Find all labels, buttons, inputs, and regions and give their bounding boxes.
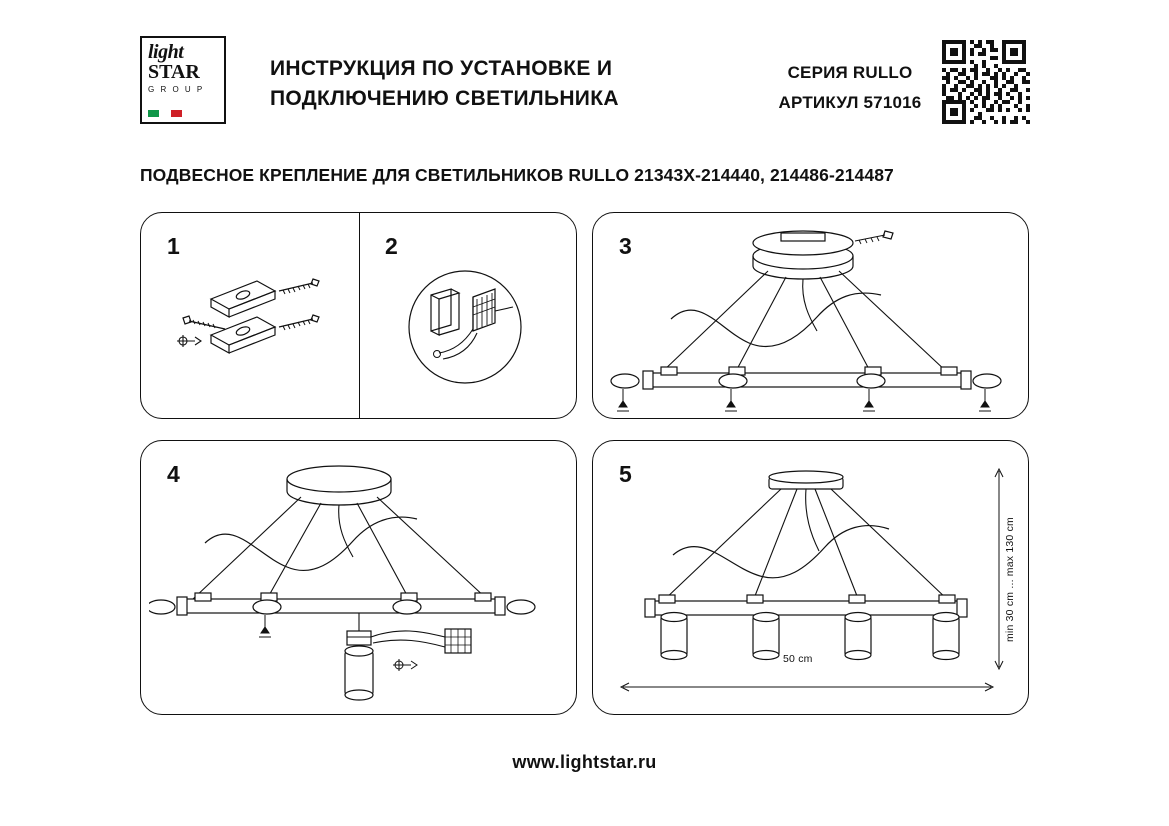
qr-code-icon bbox=[938, 36, 1030, 128]
figure-step-3 bbox=[603, 221, 1023, 416]
step-number-2: 2 bbox=[385, 233, 398, 259]
series-label: СЕРИЯ RULLO bbox=[787, 63, 913, 82]
logo-text-star: STAR bbox=[148, 61, 200, 83]
italy-flag-icon bbox=[148, 110, 182, 117]
series-info bbox=[735, 58, 965, 118]
logo-text-light: light bbox=[148, 41, 184, 63]
step-panel-4 bbox=[140, 440, 577, 715]
page-subtitle: ПОДВЕСНОЕ КРЕПЛЕНИЕ ДЛЯ СВЕТИЛЬНИКОВ RULLO 21343X-214440, 214486-214487 bbox=[140, 165, 894, 185]
figure-step-4 bbox=[149, 451, 573, 709]
step-number-5: 5 bbox=[619, 461, 632, 487]
dimension-height-label: min 30 cm ... max 130 cm bbox=[1004, 517, 1016, 643]
figure-step-1 bbox=[171, 263, 361, 403]
page-header bbox=[140, 36, 1030, 128]
article-label: АРТИКУЛ 571016 bbox=[778, 93, 922, 112]
brand-logo bbox=[140, 36, 226, 124]
step-number-1: 1 bbox=[167, 233, 180, 259]
step-panel-5 bbox=[592, 440, 1029, 715]
figure-step-5 bbox=[601, 455, 1025, 703]
figure-step-2 bbox=[377, 259, 567, 409]
title-line-1: ИНСТРУКЦИЯ ПО УСТАНОВКЕ И bbox=[270, 57, 613, 80]
step-panel-3 bbox=[592, 212, 1029, 419]
footer-website[interactable]: www.lightstar.ru bbox=[512, 752, 657, 772]
page-title bbox=[270, 54, 720, 114]
step-number-4: 4 bbox=[167, 461, 180, 487]
step-number-3: 3 bbox=[619, 233, 632, 259]
dimension-width-label: 50 cm bbox=[783, 653, 813, 665]
title-line-2: ПОДКЛЮЧЕНИЮ СВЕТИЛЬНИКА bbox=[270, 87, 619, 110]
logo-text-group: G R O U P bbox=[148, 85, 205, 94]
step-panel-1-2 bbox=[140, 212, 577, 419]
